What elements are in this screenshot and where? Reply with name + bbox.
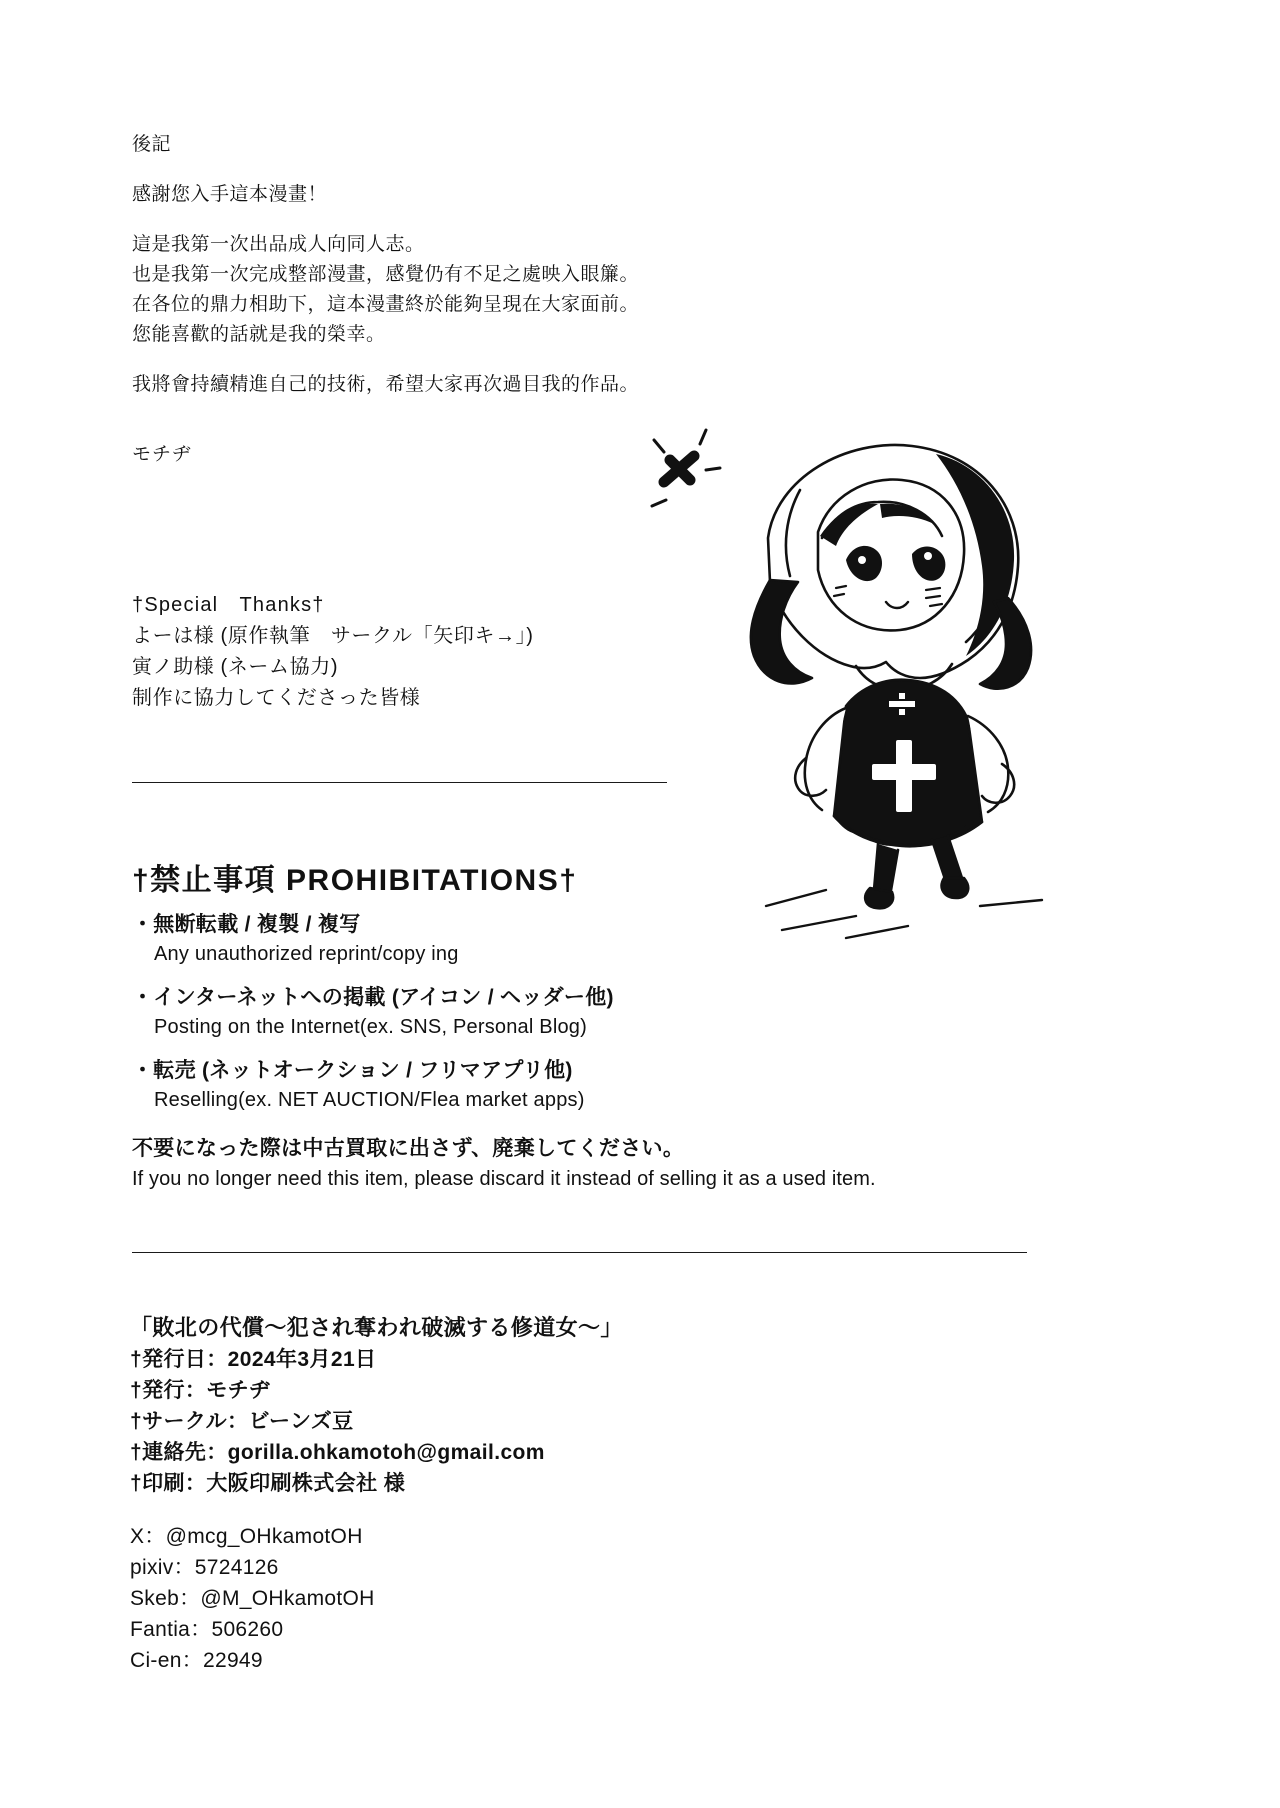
prohibition-item-en: Posting on the Internet(ex. SNS, Personal Blog) [154,1016,587,1038]
prohibition-item [132,983,1072,1042]
colophon-socials [130,1521,830,1676]
prohibition-item-jp: ・無断転載 / 複製 / 複写 [132,913,361,936]
social-handle-fantia: Fantia：506260 [130,1618,284,1641]
prohibition-item-en: Any unauthorized reprint/copy ing [154,943,459,965]
colophon-contact-email: †連絡先：gorilla.ohkamotoh@gmail.com [130,1441,545,1464]
prohibition-item-jp: ・転売 (ネットオークション / フリマアプリ他) [132,1059,573,1082]
social-handle-skeb: Skeb：@M_OHkamotOH [130,1587,375,1610]
colophon-title: 「敗北の代償〜犯され奪われ破滅する修道女〜」 [130,1315,623,1340]
afterword-paragraph-line: 這是我第一次出品成人向同人志。 [132,234,425,255]
prohibition-item-en: Reselling(ex. NET AUCTION/Flea market apps) [154,1089,585,1111]
chibi-nun-illustration [650,420,1070,940]
prohibitions-footer-jp: 不要になった際は中古買取に出さず、廃棄してください。 [132,1137,685,1160]
colophon-line: †印刷：大阪印刷株式会社 様 [130,1472,406,1495]
author-signature: モチヂ [132,444,193,465]
afterword-section [132,130,772,470]
special-thanks-item: 寅ノ助様 (ネーム協力) [132,656,339,678]
prohibitions-title: †禁止事項 PROHIBITATIONS† [132,864,578,897]
prohibitions-footer-en: If you no longer need this item, please discard it instead of selling it as a used item. [132,1168,876,1190]
special-thanks-item: 制作に協力してくださった皆様 [132,687,421,709]
colophon-line: †発行：モチヂ [130,1379,271,1402]
afterword-closing: 我將會持續精進自己的技術，希望大家再次過目我的作品。 [132,374,640,395]
afterword-paragraph-line: 在各位的鼎力相助下，這本漫畫終於能夠呈現在大家面前。 [132,294,640,315]
social-handle-x: X：@mcg_OHkamotOH [130,1525,363,1548]
divider-bottom [132,1252,1027,1253]
prohibition-item-jp: ・インターネットへの掲載 (アイコン / ヘッダー他) [132,986,614,1009]
chibi-nun-svg [650,420,1070,940]
social-handle-pixiv: pixiv：5724126 [130,1556,279,1579]
colophon-line: †発行日：2024年3月21日 [130,1348,377,1371]
prohibitions-footer [132,1133,1072,1194]
afterword-paragraph-line: 您能喜歡的話就是我的榮幸。 [132,324,386,345]
colophon-section [130,1312,830,1676]
afterword-thanks-line: 感謝您入手這本漫畫！ [132,184,328,205]
afterword-heading: 後記 [132,134,172,155]
sparkle-cross-icon [652,430,720,506]
afterword-paragraph-line: 也是我第一次完成整部漫畫，感覺仍有不足之處映入眼簾。 [132,264,640,285]
special-thanks-item: よーは様 (原作執筆 サークル「矢印キ→」) [132,625,534,647]
prohibition-item [132,1056,1072,1115]
colophon-line: †サークル：ビーンズ豆 [130,1410,354,1433]
social-handle-cien: Ci-en：22949 [130,1649,263,1672]
divider-top [132,782,667,783]
special-thanks-title: †Special Thanks† [132,594,325,616]
